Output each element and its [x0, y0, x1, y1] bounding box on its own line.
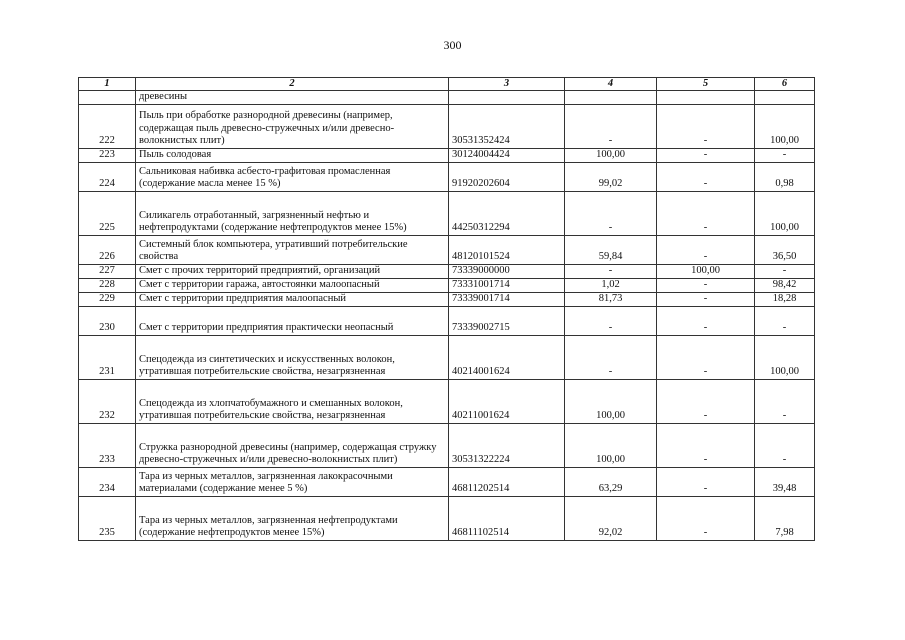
waste-code: 44250312294 [449, 192, 565, 236]
waste-name: Спецодежда из синтетических и искусственных волокон, утратившая потребительские свойства, незагрязненная [136, 336, 449, 380]
waste-name: Смет с территории предприятия малоопасный [136, 293, 449, 307]
waste-code: 91920202604 [449, 163, 565, 192]
table-row [79, 149, 815, 163]
value-col-4: 59,84 [565, 236, 657, 265]
table-row [79, 163, 815, 192]
row-number: 227 [79, 265, 136, 279]
waste-name: Стружка разнородной древесины (например, содержащая стружку древесно-стружечных и/или древесно-волокнистых плит) [136, 424, 449, 468]
row-number: 231 [79, 336, 136, 380]
value-col-4: - [565, 105, 657, 149]
waste-code: 30531322224 [449, 424, 565, 468]
value-col-4: - [565, 192, 657, 236]
waste-code: 48120101524 [449, 236, 565, 265]
column-header-5: 5 [657, 78, 755, 91]
row-number: 228 [79, 279, 136, 293]
column-header-4: 4 [565, 78, 657, 91]
value-col-6: 18,28 [755, 293, 815, 307]
value-col-6: 98,42 [755, 279, 815, 293]
value-col-5: - [657, 380, 755, 424]
value-col-5: - [657, 307, 755, 336]
value-col-5: - [657, 236, 755, 265]
value-col-4 [565, 91, 657, 105]
table-row [79, 293, 815, 307]
row-number: 233 [79, 424, 136, 468]
row-number: 224 [79, 163, 136, 192]
value-col-4: 63,29 [565, 468, 657, 497]
waste-name: Тара из черных металлов, загрязненная нефтепродуктами (содержание нефтепродуктов менее 15%) [136, 497, 449, 541]
value-col-6: 100,00 [755, 105, 815, 149]
waste-name: Пыль при обработке разнородной древесины (например, содержащая пыль древесно-стружечных и/или древесно-волокнистых плит) [136, 105, 449, 149]
value-col-5: - [657, 468, 755, 497]
row-number: 234 [79, 468, 136, 497]
row-number: 226 [79, 236, 136, 265]
value-col-6: 100,00 [755, 336, 815, 380]
value-col-6: 36,50 [755, 236, 815, 265]
value-col-5: 100,00 [657, 265, 755, 279]
table-row [79, 336, 815, 380]
value-col-6: 7,98 [755, 497, 815, 541]
table-row [79, 192, 815, 236]
waste-code [449, 91, 565, 105]
waste-name: Смет с территории предприятия практически неопасный [136, 307, 449, 336]
value-col-4: 100,00 [565, 380, 657, 424]
row-number: 232 [79, 380, 136, 424]
value-col-4: 100,00 [565, 149, 657, 163]
value-col-4: - [565, 336, 657, 380]
table-row [79, 91, 815, 105]
table-row [79, 468, 815, 497]
value-col-6: - [755, 380, 815, 424]
value-col-4: 81,73 [565, 293, 657, 307]
column-header-1: 1 [79, 78, 136, 91]
page-number: 300 [443, 38, 462, 52]
value-col-5: - [657, 279, 755, 293]
table-row [79, 307, 815, 336]
value-col-4: - [565, 307, 657, 336]
column-header-3: 3 [449, 78, 565, 91]
waste-code: 73339002715 [449, 307, 565, 336]
waste-name: Сальниковая набивка асбесто-графитовая промасленная (содержание масла менее 15 %) [136, 163, 449, 192]
value-col-4: 99,02 [565, 163, 657, 192]
value-col-5: - [657, 105, 755, 149]
value-col-5: - [657, 336, 755, 380]
table-row [79, 424, 815, 468]
waste-name: Тара из черных металлов, загрязненная лакокрасочными материалами (содержание менее 5 %) [136, 468, 449, 497]
value-col-5: - [657, 293, 755, 307]
value-col-4: - [565, 265, 657, 279]
row-number: 229 [79, 293, 136, 307]
column-header-2: 2 [136, 78, 449, 91]
row-number [79, 91, 136, 105]
value-col-4: 1,02 [565, 279, 657, 293]
waste-name: древесины [136, 91, 449, 105]
waste-code: 30531352424 [449, 105, 565, 149]
value-col-6: - [755, 149, 815, 163]
value-col-4: 92,02 [565, 497, 657, 541]
value-col-6: 39,48 [755, 468, 815, 497]
row-number: 225 [79, 192, 136, 236]
value-col-4: 100,00 [565, 424, 657, 468]
table-row [79, 497, 815, 541]
value-col-6 [755, 91, 815, 105]
table-row [79, 236, 815, 265]
row-number: 230 [79, 307, 136, 336]
table-header-row [79, 78, 815, 91]
column-header-6: 6 [755, 78, 815, 91]
value-col-5: - [657, 497, 755, 541]
waste-code: 46811102514 [449, 497, 565, 541]
waste-name: Пыль солодовая [136, 149, 449, 163]
waste-code: 40211001624 [449, 380, 565, 424]
table-row [79, 380, 815, 424]
waste-code: 30124004424 [449, 149, 565, 163]
value-col-6: 100,00 [755, 192, 815, 236]
waste-name: Спецодежда из хлопчатобумажного и смешанных волокон, утратившая потребительские свойства, незагрязненная [136, 380, 449, 424]
waste-name: Смет с территории гаража, автостоянки малоопасный [136, 279, 449, 293]
value-col-5: - [657, 424, 755, 468]
value-col-6: - [755, 265, 815, 279]
waste-code: 73331001714 [449, 279, 565, 293]
waste-code: 40214001624 [449, 336, 565, 380]
waste-code: 73339000000 [449, 265, 565, 279]
table-row [79, 279, 815, 293]
waste-name: Силикагель отработанный, загрязненный нефтью и нефтепродуктами (содержание нефтепродуктов менее 15%) [136, 192, 449, 236]
value-col-5: - [657, 163, 755, 192]
value-col-6: - [755, 424, 815, 468]
waste-name: Смет с прочих территорий предприятий, организаций [136, 265, 449, 279]
row-number: 235 [79, 497, 136, 541]
waste-code: 73339001714 [449, 293, 565, 307]
waste-table [78, 77, 815, 541]
value-col-6: 0,98 [755, 163, 815, 192]
row-number: 222 [79, 105, 136, 149]
value-col-5 [657, 91, 755, 105]
waste-name: Системный блок компьютера, утративший потребительские свойства [136, 236, 449, 265]
waste-code: 46811202514 [449, 468, 565, 497]
value-col-6: - [755, 307, 815, 336]
value-col-5: - [657, 149, 755, 163]
row-number: 223 [79, 149, 136, 163]
table-row [79, 105, 815, 149]
value-col-5: - [657, 192, 755, 236]
table-row [79, 265, 815, 279]
